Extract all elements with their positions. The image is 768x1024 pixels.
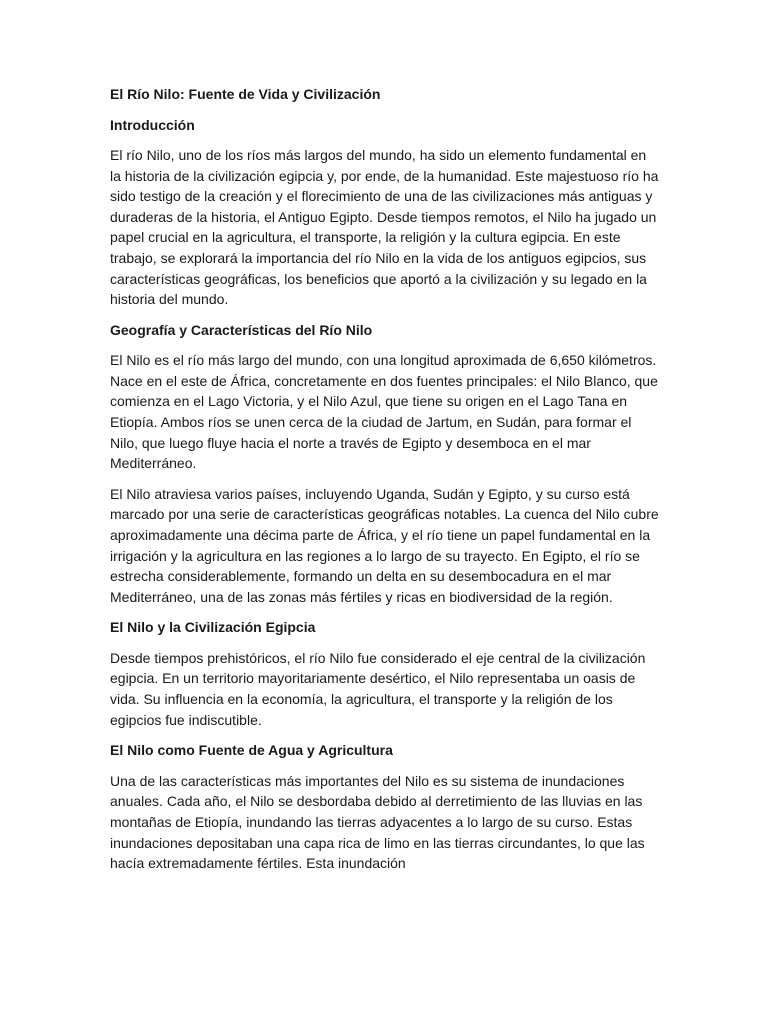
- paragraph-geografia-2: El Nilo atraviesa varios países, incluyendo Uganda, Sudán y Egipto, y su curso está marcado por una serie de características geográficas notables. La cuenca del Nilo cubre aproximadamente una décima parte de África, y el río tiene un papel fundamental en la irrigación y la agricultura en las regiones a lo largo de su trayecto. En Egipto, el río se estrecha considerablemente, formando un delta en su desembocadura en el mar Mediterráneo, una de las zonas más fértiles y ricas en biodiversidad de la región.: [110, 485, 659, 605]
- section-heading-civilizacion: El Nilo y la Civilización Egipcia: [110, 619, 316, 636]
- section-heading-introduccion: Introducción: [110, 116, 195, 133]
- paragraph-agricultura: Una de las características más importantes del Nilo es su sistema de inundaciones anuales. Cada año, el Nilo se desbordaba debido al derretimiento de las lluvias en las montañas de Etiopía, inundando las tierras adyacentes a lo largo de su curso. Estas inundaciones depositaban una capa rica de limo en las tierras circundantes, lo que las hacía extremadamente fértiles. Esta inundación: [110, 772, 645, 872]
- paragraph-civilizacion: Desde tiempos prehistóricos, el río Nilo fue considerado el eje central de la civilización egipcia. En un territorio mayoritariamente desértico, el Nilo representaba un oasis de vida. Su influencia en la economía, la agricultura, el transporte y la religión de los egipcios fue indiscutible.: [110, 649, 646, 728]
- document-page: [110, 84, 660, 884]
- paragraph-introduccion: El río Nilo, uno de los ríos más largos del mundo, ha sido un elemento fundamental en la historia de la civilización egipcia y, por ende, de la humanidad. Este majestuoso río ha sido testigo de la creación y el florecimiento de una de las civilizaciones más antiguas y duraderas de la historia, el Antiguo Egipto. Desde tiempos remotos, el Nilo ha jugado un papel crucial en la agricultura, el transporte, la religión y la cultura egipcia. En este trabajo, se explorará la importancia del río Nilo en la vida de los antiguos egipcios, sus características geográficas, los beneficios que aportó a la civilización y su legado en la historia del mundo.: [110, 147, 659, 308]
- section-heading-geografia: Geografía y Características del Río Nilo: [110, 321, 373, 338]
- paragraph-geografia-1: El Nilo es el río más largo del mundo, con una longitud aproximada de 6,650 kilómetros. Nace en el este de África, concretamente en dos fuentes principales: el Nilo Blanco, que comienza en el Lago Victoria, y el Nilo Azul, que tiene su origen en el Lago Tana en Etiopía. Ambos ríos se unen cerca de la ciudad de Jartum, en Sudán, para formar el Nilo, que luego fluye hacia el norte a través de Egipto y desemboca en el mar Mediterráneo.: [110, 352, 658, 472]
- document-title: El Río Nilo: Fuente de Vida y Civilización: [110, 86, 381, 102]
- section-heading-agricultura: El Nilo como Fuente de Agua y Agricultura: [110, 742, 393, 759]
